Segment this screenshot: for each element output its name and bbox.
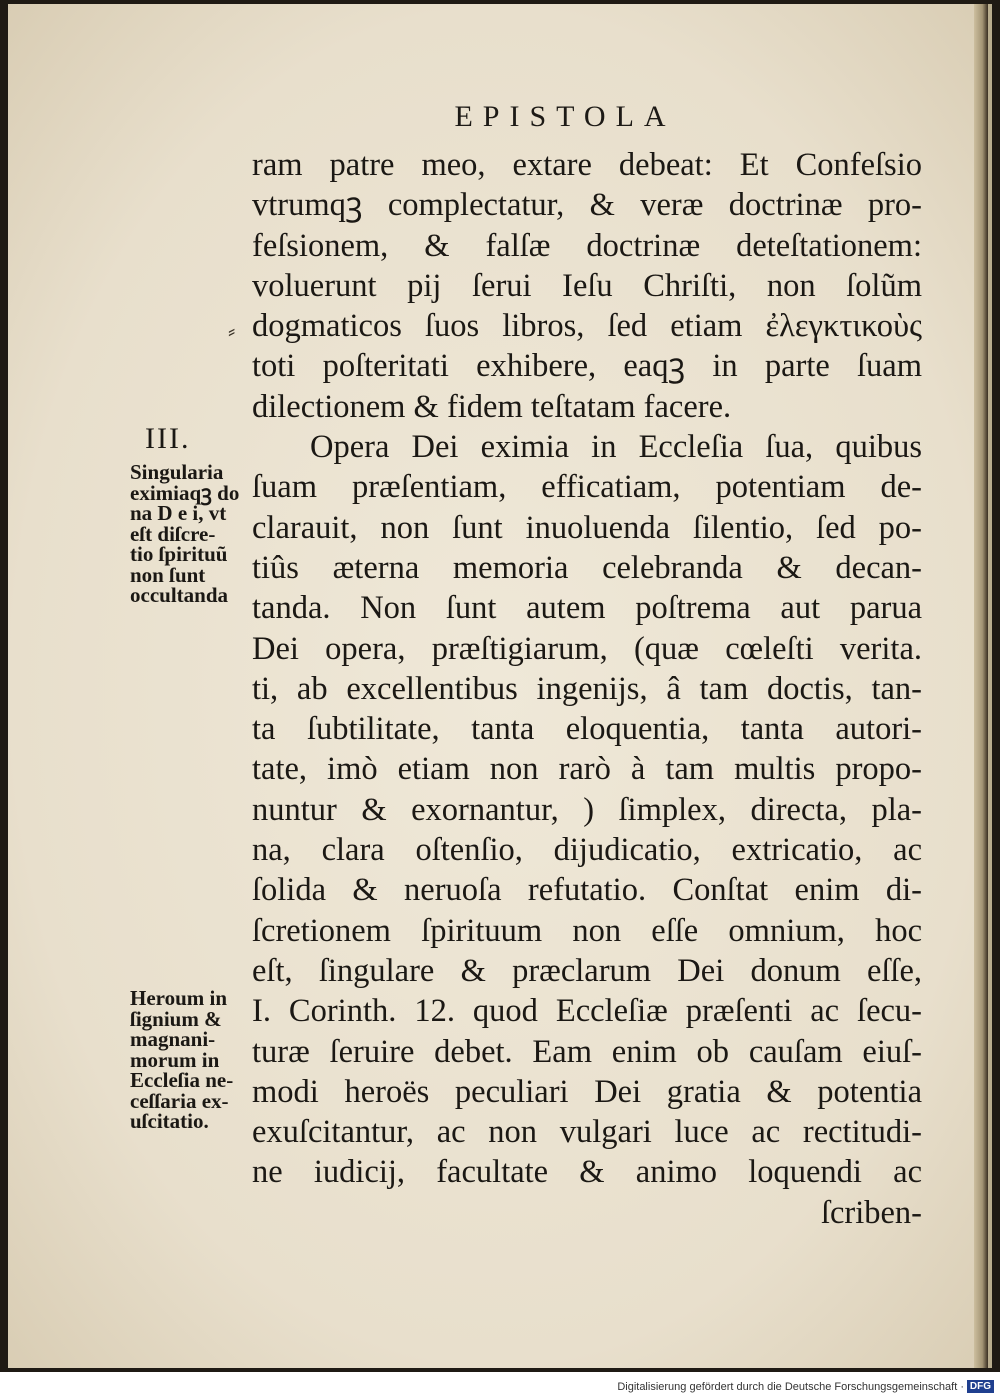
catchword: ſcriben- xyxy=(820,1194,922,1231)
text-line: tiûs æterna memoria celebranda & decan- xyxy=(252,549,922,586)
section-number: III. xyxy=(145,422,191,455)
text-line: Dei opera, præſtigiarum, (quæ cœleſti verita. xyxy=(252,630,922,667)
marginal-note-line: occultanda xyxy=(130,583,229,607)
text-line: vtrumqꝫ complectatur, & veræ doctrinæ pro- xyxy=(252,187,922,224)
running-head: EPISTOLA xyxy=(454,100,676,133)
marginal-note-line: Singularia xyxy=(130,460,224,484)
text-line: ta ſubtilitate, tanta eloquentia, tanta autori- xyxy=(252,711,922,748)
ink-mark: ⸗ xyxy=(228,318,236,343)
text-line: na, clara oſtenſio, dijudicatio, extricatio, ac xyxy=(252,832,922,869)
body-text xyxy=(252,145,922,1233)
text-line: dogmaticos ſuos libros, ſed etiam ἐλεγκτικοὺς xyxy=(252,308,922,345)
text-line: eſt, ſingulare & præclarum Dei donum eſſe, xyxy=(252,952,922,989)
text-line: modi heroës peculiari Dei gratia & potentia xyxy=(252,1073,922,1110)
footer-credit: Digitalisierung gefördert durch die Deutsche Forschungsgemeinschaft · xyxy=(617,1381,964,1393)
page-edge xyxy=(974,4,988,1368)
marginal-note-line: ſignium & xyxy=(130,1006,222,1031)
marginal-note-line: Eccleſia ne- xyxy=(130,1068,234,1092)
text-line: turæ ſeruire debet. Eam enim ob cauſam eiuſ- xyxy=(252,1033,922,1070)
text-line: ne iudicij, facultate & animo loquendi ac xyxy=(252,1154,922,1191)
text-line: nuntur & exornantur, ) ſimplex, directa, pla- xyxy=(252,791,922,828)
text-line: tate, imò etiam non rarò à tam multis propo- xyxy=(252,751,922,788)
text-line: ram patre meo, extare debeat: Et Confeſsio xyxy=(252,147,922,183)
marginal-note-line: Heroum in xyxy=(130,986,228,1010)
text-line: feſsionem, & falſæ doctrinæ deteſtationem: xyxy=(252,227,922,264)
text-line: ſolida & neruoſa refutatio. Conſtat enim di- xyxy=(252,872,922,909)
text-line: ſuam præſentiam, efficatiam, potentiam de- xyxy=(252,469,922,506)
text-line: Opera Dei eximia in Eccleſia ſua, quibus xyxy=(310,429,922,466)
text-line: dilectionem & fidem teſtatam facere. xyxy=(252,388,732,425)
marginal-note-line: morum in xyxy=(130,1047,220,1072)
text-line: clarauit, non ſunt inuoluenda ſilentio, ſed po- xyxy=(252,509,922,546)
text-line: ti, ab excellentibus ingenijs, â tam doctis, tan- xyxy=(252,670,922,707)
text-line: tanda. Non ſunt autem poſtrema aut parua xyxy=(252,590,922,627)
marginal-note-line: eximiaqꝫ do xyxy=(130,480,240,505)
marginal-note-line: na D e i, vt xyxy=(130,501,227,525)
text-line: toti poſteritati exhibere, eaqꝫ in parte ſuam xyxy=(252,348,922,385)
marginal-note-line: ceſſaria ex- xyxy=(130,1088,229,1113)
text-line: I. Corinth. 12. quod Eccleſiæ præſenti ac ſecu- xyxy=(252,993,922,1030)
marginal-note-line: magnani- xyxy=(130,1027,216,1051)
marginal-note-line: non ſunt xyxy=(130,562,206,587)
text-line: exuſcitantur, ac non vulgari luce ac rectitudi- xyxy=(252,1114,922,1151)
dfg-logo: DFG xyxy=(967,1380,994,1393)
text-line: ſcretionem ſpirituum non eſſe omnium, hoc xyxy=(252,912,922,949)
marginal-note-2 xyxy=(130,988,260,1132)
marginal-note-line: tio ſpirituũ xyxy=(130,542,228,566)
marginal-note-line: eſt diſcre- xyxy=(130,521,216,546)
marginal-note-line: uſcitatio. xyxy=(130,1109,209,1133)
text-line: voluerunt pij ſerui Ieſu Chriſti, non ſolũm xyxy=(252,267,922,304)
marginal-note-1 xyxy=(130,462,260,606)
